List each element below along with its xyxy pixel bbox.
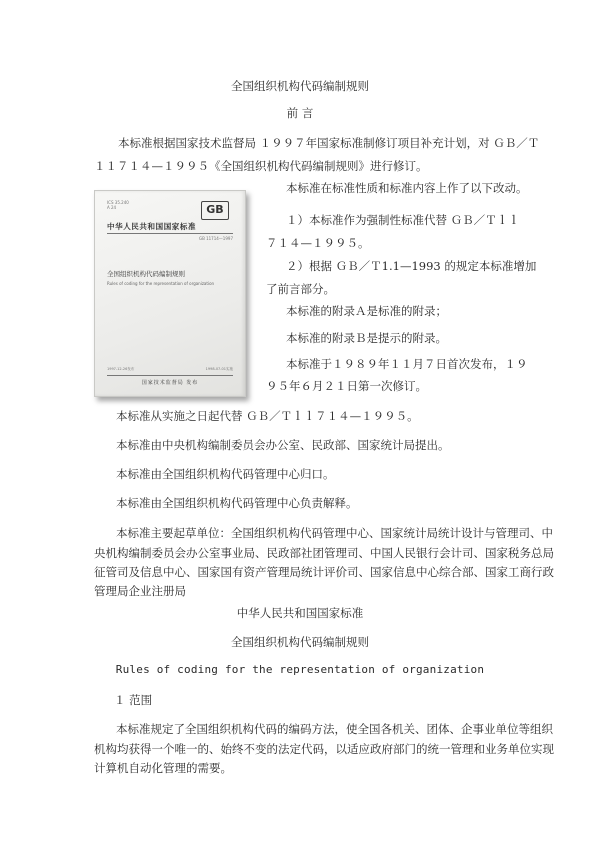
preface-heading: 前 言 [286, 106, 314, 120]
preface-paragraph-2: 本标准在标准性质和标准内容上作了以下改动。 [286, 181, 528, 195]
preface-paragraph-10: 本标准由全国组织机构代码管理中心归口。 [116, 467, 335, 481]
preface-paragraph-1-line-1: 本标准根据国家技术监督局 １９９７年国家标准制修订项目补充计划，对 ＧＢ／Ｔ [118, 136, 540, 150]
cover-standard-number: GB 11714—1997 [198, 236, 233, 241]
section-1-heading: １ 范围 [114, 693, 153, 707]
standard-heading: 中华人民共和国国家标准 [236, 606, 364, 620]
cover-divider [107, 233, 233, 234]
gb-logo-icon: GB [201, 201, 229, 220]
cover-publisher: 国家技术监督局 发布 [141, 380, 199, 386]
preface-item-1-line-1: １）本标准作为强制性标准代替 ＧＢ／Ｔｌｌ [286, 213, 520, 227]
preface-item-1-line-2: ７１４—１９９５。 [266, 236, 370, 250]
cover-title-cn: 全国组织机构代码编制规则 [107, 270, 185, 278]
standard-title: 全国组织机构代码编制规则 [231, 635, 369, 649]
section-1-line-1: 本标准规定了全国组织机构代码的编码方法，使全国各机关、团体、企事业单位等组织 [116, 722, 553, 736]
cover-national-standard: 中华人民共和国国家标准 [107, 222, 197, 231]
cover-issue-date: 1997-12-26发布 [107, 367, 135, 371]
document-title: 全国组织机构代码编制规则 [231, 79, 369, 93]
preface-paragraph-7-line-2: ９５年６月２１日第一次修订。 [266, 379, 427, 393]
preface-paragraph-1-line-2: １１７１４—１９９５《全国组织机构代码编制规则》进行修订。 [94, 159, 428, 173]
section-1-line-2: 机构均获得一个唯一的、始终不变的法定代码，以适应政府部门的统一管理和业务单位实现 [94, 742, 554, 756]
preface-paragraph-8: 本标准从实施之日起代替 ＧＢ／Ｔｌｌ７１４—１９９５。 [116, 409, 419, 423]
preface-paragraph-7-line-1: 本标准于１９８９年１１月７日首次发布，１９ [286, 357, 528, 371]
preface-item-2-line-1: ２）根据 ＧＢ／Ｔ1.1—1993 的规定本标准增加 [286, 259, 537, 273]
cover-ics-code: ICS 35.240 A 24 [107, 200, 129, 210]
drafting-units-line-4: 管理局企业注册局 [94, 584, 186, 598]
english-title: Rules of coding for the representation of organization [115, 663, 485, 676]
standard-cover-image [94, 190, 246, 397]
drafting-units-line-3: 征管司及信息中心、国家国有资产管理局统计评价司、国家信息中心综合部、国家工商行政 [94, 565, 554, 579]
preface-paragraph-5: 本标准的附录Ａ是标准的附录； [286, 304, 447, 318]
preface-item-2-line-2: 了前言部分。 [266, 282, 335, 296]
drafting-units-line-1: 本标准主要起草单位：全国组织机构代码管理中心、国家统计局统计设计与管理司、中 [116, 526, 553, 540]
preface-paragraph-9: 本标准由中央机构编制委员会办公室、民政部、国家统计局提出。 [116, 438, 450, 452]
preface-paragraph-11: 本标准由全国组织机构代码管理中心负责解释。 [116, 496, 358, 510]
preface-paragraph-6: 本标准的附录Ｂ是提示的附录。 [286, 331, 447, 345]
cover-title-en: Rules of coding for the representation of organization [107, 281, 215, 286]
cover-divider-bottom [107, 375, 233, 376]
cover-implement-date: 1998-07-01实施 [205, 367, 233, 371]
drafting-units-line-2: 央机构编制委员会办公室事业局、民政部社团管理司、中国人民银行会计司、国家税务总局 [94, 546, 554, 560]
section-1-line-3: 计算机自动化管理的需要。 [94, 761, 232, 775]
